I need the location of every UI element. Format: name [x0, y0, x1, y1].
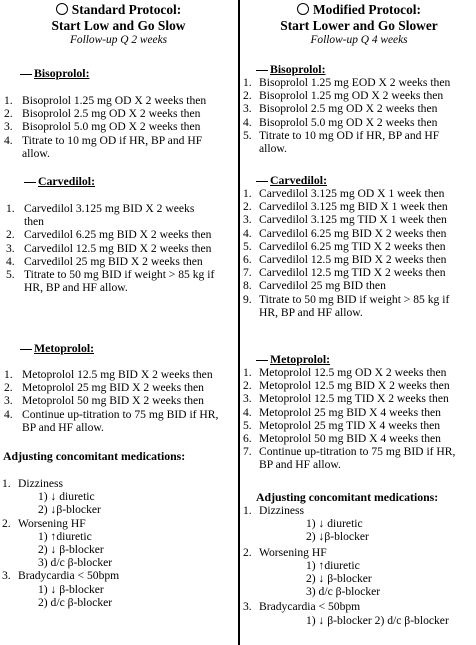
list-item: 2. Metoprolol 12.5 mg BID X 2 weeks then	[243, 379, 450, 393]
adjust-sub: 3) d/c β-blocker	[38, 556, 113, 570]
adjust-sub: 1) ↑diuretic	[38, 529, 92, 543]
standard-protocol-subtitle: Start Low and Go Slow	[51, 18, 186, 33]
standard-protocol-header	[0, 2, 237, 47]
list-item: 1. Bisoprolol 1.25 mg OD X 2 weeks then	[4, 94, 207, 107]
modified-metoprolol-heading: Metoprolol:	[256, 352, 476, 366]
circle-bullet-icon	[56, 3, 68, 15]
adjust-item: 2. Worsening HF	[2, 516, 86, 530]
circle-bullet-icon	[297, 3, 309, 15]
modified-bisoprolol-list	[242, 76, 476, 155]
list-item: 1. Metoprolol 12.5 mg OD X 2 weeks then	[243, 366, 447, 379]
adjust-item: 1. Dizziness	[2, 477, 64, 490]
adjust-item: 3. Bradycardia < 50bpm	[2, 569, 120, 583]
adjust-sub: 1) ↓ β-blocker 2) d/c β-blocker	[306, 613, 449, 627]
adjust-sub: 1) ↓ diuretic	[38, 490, 95, 504]
standard-metoprolol-heading: Metoprolol:	[20, 341, 235, 355]
modified-adjusting-heading: Adjusting concomitant medications:	[256, 490, 439, 504]
modified-bisoprolol-heading: Bisoprolol:	[256, 62, 476, 76]
modified-adjusting-list	[242, 504, 476, 627]
adjust-item: 3. Bradycardia < 50bpm	[243, 600, 361, 614]
list-item: 7. Carvedilol 12.5 mg TID X 2 weeks then	[243, 266, 446, 280]
adjust-sub: 1) ↓ β-blocker	[38, 582, 104, 596]
list-item: 4. Metoprolol 25 mg BID X 4 weeks then	[243, 405, 441, 419]
adjust-sub: 3) d/c β-blocker	[306, 585, 381, 599]
adjust-sub: 1) ↑diuretic	[306, 558, 360, 572]
standard-carvedilol-list	[2, 202, 237, 294]
list-item: 4. Carvedilol 25 mg BID X 2 weeks then	[6, 254, 203, 268]
standard-metoprolol-list	[0, 368, 237, 434]
modified-protocol-column	[242, 0, 476, 645]
modified-carvedilol-heading: Carvedilol:	[256, 173, 476, 187]
standard-protocol-title: Standard Protocol:	[0, 2, 237, 18]
list-item: 6. Metoprolol 50 mg BID X 4 weeks then	[243, 432, 441, 446]
standard-adjusting-heading: Adjusting concomitant medications:	[3, 449, 186, 463]
list-item: 3. Carvedilol 12.5 mg BID X 2 weeks then	[6, 241, 212, 255]
list-item: 3. Carvedilol 3.125 mg TID X 1 week then	[243, 213, 447, 227]
list-item: 5. Titrate to 50 mg BID if weight > 85 kg if HR, BP and HF allow.	[6, 268, 215, 295]
list-item: 4. Bisoprolol 5.0 mg OD X 2 weeks then	[243, 115, 438, 129]
modified-protocol-title: Modified Protocol:	[242, 2, 476, 18]
modified-carvedilol-list	[242, 187, 476, 319]
list-item: 3. Metoprolol 12.5 mg TID X 2 weeks then	[243, 392, 449, 406]
list-item: 2. Bisoprolol 2.5 mg OD X 2 weeks then	[4, 107, 201, 121]
column-divider	[238, 0, 240, 645]
list-item: 5. Carvedilol 6.25 mg TID X 2 weeks then	[243, 239, 446, 253]
list-item: 1. Carvedilol 3.125 mg OD X 1 week then	[243, 187, 445, 200]
list-item: 3. Bisoprolol 2.5 mg OD X 2 weeks then	[243, 102, 438, 116]
list-item: 1. Metoprolol 12.5 mg BID X 2 weeks then	[4, 368, 213, 381]
list-item: 5. Titrate to 10 mg OD if HR, BP and HF allow.	[243, 128, 440, 156]
modified-metoprolol-list	[242, 366, 476, 472]
list-item: 4. Titrate to 10 mg OD if HR, BP and HF allow.	[4, 133, 203, 160]
list-item: 1. Bisoprolol 1.25 mg EOD X 2 weeks then	[243, 76, 451, 89]
standard-carvedilol-heading: Carvedilol:	[24, 174, 235, 188]
list-item: 2. Bisoprolol 1.25 mg OD X 2 weeks then	[243, 89, 444, 103]
list-item: 9. Titrate to 50 mg BID if weight > 85 kg if HR, BP and HF allow.	[243, 292, 450, 319]
modified-protocol-subtitle: Start Lower and Go Slower	[280, 18, 438, 33]
standard-protocol-column	[0, 0, 237, 645]
adjust-item: 1. Dizziness	[243, 504, 305, 517]
adjust-sub: 2) ↓ β-blocker	[38, 543, 104, 557]
list-item: 7. Continue up-titration to 75 mg BID if HR, BP and HF allow.	[243, 445, 456, 472]
standard-followup: Follow-up Q 2 weeks	[69, 34, 168, 46]
list-item: 5. Metoprolol 25 mg TID X 4 weeks then	[243, 418, 441, 432]
list-item: 2. Metoprolol 25 mg BID X 2 weeks then	[4, 381, 204, 395]
adjust-sub: 2) ↓β-blocker	[306, 530, 369, 544]
list-item: 6. Carvedilol 12.5 mg BID X 2 weeks then	[243, 253, 447, 267]
standard-adjusting-list	[0, 477, 237, 609]
list-item: 4. Carvedilol 6.25 mg BID X 2 weeks then	[243, 226, 447, 240]
list-item: 3. Metoprolol 50 mg BID X 2 weeks then	[4, 394, 204, 408]
adjust-sub: 2) ↓ β-blocker	[306, 572, 372, 586]
adjust-sub: 2) ↓β-blocker	[38, 503, 101, 517]
list-item: 3. Bisoprolol 5.0 mg OD X 2 weeks then	[4, 120, 201, 134]
list-item: 2. Carvedilol 3.125 mg BID X 1 week then	[243, 200, 448, 214]
list-item: 4. Continue up-titration to 75 mg BID if HR, BP and HF allow.	[4, 407, 219, 434]
list-item: 1. Carvedilol 3.125 mg BID X 2 weeks then	[6, 202, 195, 229]
adjust-item: 2. Worsening HF	[243, 545, 327, 559]
list-item: 8. Carvedilol 25 mg BID then	[243, 279, 386, 293]
standard-bisoprolol-list	[0, 94, 237, 160]
adjust-sub: 2) d/c β-blocker	[38, 595, 113, 609]
modified-protocol-header	[242, 2, 476, 47]
modified-followup: Follow-up Q 4 weeks	[310, 34, 408, 46]
standard-bisoprolol-heading: Bisoprolol:	[20, 66, 235, 80]
adjust-sub: 1) ↓ diuretic	[306, 517, 363, 531]
list-item: 2. Carvedilol 6.25 mg BID X 2 weeks then	[6, 228, 212, 242]
